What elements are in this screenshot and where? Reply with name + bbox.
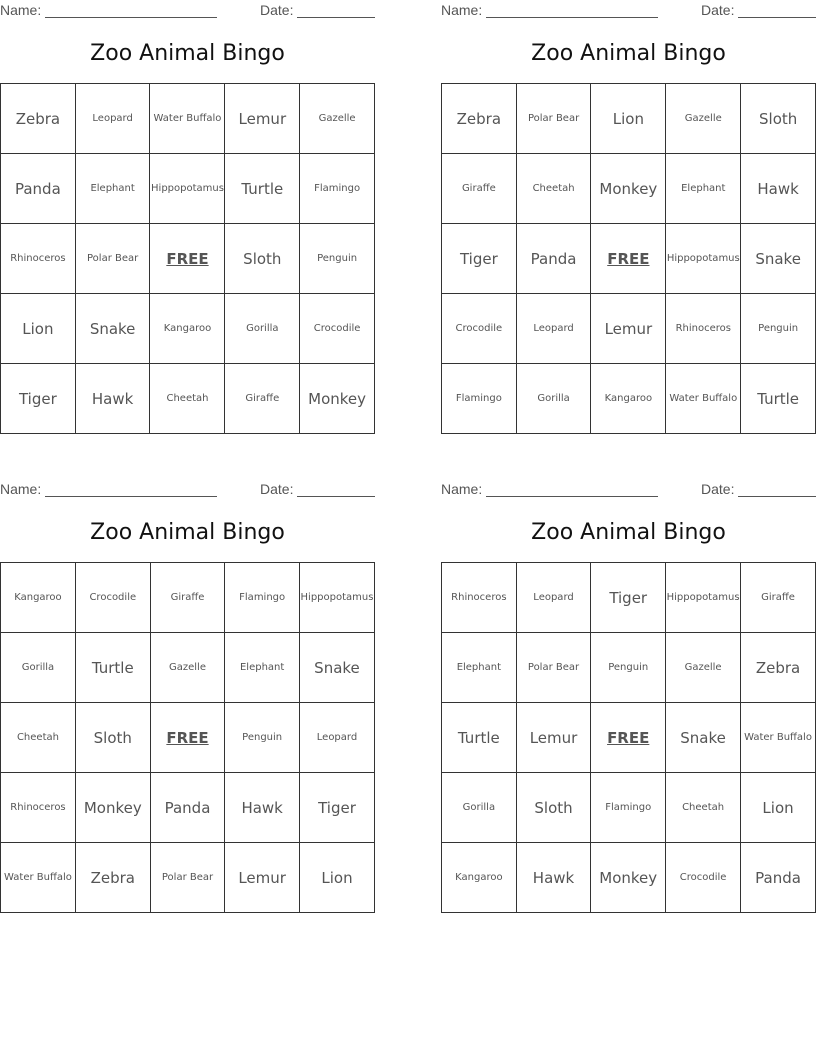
name-field-line [486, 496, 658, 497]
bingo-cell: Gorilla [1, 633, 76, 703]
grid-row [1, 633, 375, 703]
bingo-cell: Kangaroo [442, 843, 517, 913]
bingo-cell: Polar Bear [516, 633, 591, 703]
bingo-cell: Monkey [75, 773, 150, 843]
bingo-cell: Zebra [741, 633, 816, 703]
bingo-cell: Leopard [75, 84, 150, 154]
card-header [441, 479, 816, 501]
bingo-cell: Panda [150, 773, 225, 843]
bingo-card-1 [0, 0, 375, 408]
bingo-cell: Elephant [442, 633, 517, 703]
bingo-cell: Crocodile [442, 294, 517, 364]
bingo-cell: Hippopotamus [150, 154, 225, 224]
bingo-cell: Snake [299, 633, 374, 703]
bingo-cell: Giraffe [442, 154, 517, 224]
bingo-cell: Penguin [300, 224, 375, 294]
bingo-cell: Gazelle [300, 84, 375, 154]
grid-row [442, 703, 816, 773]
bingo-cell: Lemur [516, 703, 591, 773]
grid-row [1, 294, 375, 364]
grid-row [1, 364, 375, 434]
grid-row [1, 84, 375, 154]
name-label: Name: [441, 481, 483, 497]
bingo-cell: Snake [666, 703, 741, 773]
card-title: Zoo Animal Bingo [531, 41, 726, 66]
grid-row [442, 364, 816, 434]
bingo-cell: Lion [591, 84, 666, 154]
free-space: FREE [591, 703, 666, 773]
grid-row [1, 773, 375, 843]
bingo-cell: Hawk [741, 154, 816, 224]
grid-row [1, 703, 375, 773]
bingo-card-4 [441, 479, 816, 887]
bingo-cell: Gorilla [442, 773, 517, 843]
date-field-line [297, 17, 375, 18]
bingo-cell: Elephant [75, 154, 150, 224]
bingo-cell: Cheetah [666, 773, 741, 843]
bingo-cell: Penguin [225, 703, 300, 773]
name-field-line [45, 496, 217, 497]
bingo-card-3 [0, 479, 375, 887]
bingo-grid [0, 83, 375, 434]
bingo-cell: Tiger [442, 224, 517, 294]
bingo-cell: Lion [299, 843, 374, 913]
date-field-line [738, 496, 816, 497]
grid-row [442, 563, 816, 633]
card-title: Zoo Animal Bingo [90, 520, 285, 545]
bingo-grid [441, 562, 816, 913]
bingo-cell: Kangaroo [591, 364, 666, 434]
date-field-line [738, 17, 816, 18]
bingo-cell: Lemur [225, 84, 300, 154]
bingo-cell: Monkey [300, 364, 375, 434]
bingo-cell: Panda [741, 843, 816, 913]
bingo-cell: Flamingo [591, 773, 666, 843]
bingo-cell: Elephant [666, 154, 741, 224]
bingo-cell: Hippopotamus [666, 224, 741, 294]
bingo-cell: Gazelle [666, 633, 741, 703]
bingo-cell: Monkey [591, 843, 666, 913]
grid-row [442, 84, 816, 154]
grid-row [442, 633, 816, 703]
card-header [0, 479, 375, 501]
bingo-cell: Lemur [591, 294, 666, 364]
bingo-cell: Panda [516, 224, 591, 294]
bingo-cell: Giraffe [741, 563, 816, 633]
date-label: Date: [701, 481, 735, 497]
grid-row [442, 294, 816, 364]
free-space: FREE [150, 224, 225, 294]
bingo-cell: Gazelle [666, 84, 741, 154]
bingo-cell: Turtle [741, 364, 816, 434]
bingo-cell: Leopard [299, 703, 374, 773]
bingo-cell: Tiger [299, 773, 374, 843]
bingo-cell: Kangaroo [1, 563, 76, 633]
grid-row [1, 224, 375, 294]
bingo-cell: Water Buffalo [741, 703, 816, 773]
bingo-grid [441, 83, 816, 434]
bingo-cell: Giraffe [225, 364, 300, 434]
bingo-cell: Polar Bear [516, 84, 591, 154]
bingo-cell: Sloth [741, 84, 816, 154]
bingo-cell: Zebra [1, 84, 76, 154]
bingo-cell: Penguin [741, 294, 816, 364]
bingo-cell: Giraffe [150, 563, 225, 633]
grid-row [1, 154, 375, 224]
grid-row [442, 773, 816, 843]
bingo-cell: Lion [1, 294, 76, 364]
bingo-cell: Hippopotamus [299, 563, 374, 633]
bingo-cell: Snake [75, 294, 150, 364]
bingo-cell: Kangaroo [150, 294, 225, 364]
bingo-cell: Gazelle [150, 633, 225, 703]
name-field-line [486, 17, 658, 18]
bingo-cell: Zebra [75, 843, 150, 913]
grid-row [442, 224, 816, 294]
name-label: Name: [0, 481, 42, 497]
card-title: Zoo Animal Bingo [531, 520, 726, 545]
bingo-cell: Flamingo [442, 364, 517, 434]
bingo-cell: Polar Bear [150, 843, 225, 913]
bingo-cell: Turtle [442, 703, 517, 773]
bingo-cell: Cheetah [516, 154, 591, 224]
bingo-cell: Zebra [442, 84, 517, 154]
bingo-cell: Snake [741, 224, 816, 294]
bingo-cell: Water Buffalo [1, 843, 76, 913]
bingo-cell: Hippopotamus [666, 563, 741, 633]
bingo-cell: Turtle [75, 633, 150, 703]
bingo-cell: Rhinoceros [666, 294, 741, 364]
bingo-cell: Sloth [225, 224, 300, 294]
bingo-cell: Tiger [591, 563, 666, 633]
card-header [0, 0, 375, 22]
bingo-cell: Water Buffalo [150, 84, 225, 154]
bingo-cell: Cheetah [1, 703, 76, 773]
bingo-cell: Cheetah [150, 364, 225, 434]
grid-row [442, 154, 816, 224]
name-field-line [45, 17, 217, 18]
bingo-cell: Crocodile [300, 294, 375, 364]
date-label: Date: [260, 481, 294, 497]
bingo-cell: Rhinoceros [1, 773, 76, 843]
bingo-cell: Turtle [225, 154, 300, 224]
bingo-grid [0, 562, 375, 913]
bingo-cell: Crocodile [75, 563, 150, 633]
bingo-cell: Hawk [516, 843, 591, 913]
free-space: FREE [150, 703, 225, 773]
bingo-cell: Elephant [225, 633, 300, 703]
grid-row [1, 843, 375, 913]
bingo-cell: Flamingo [225, 563, 300, 633]
bingo-cell: Polar Bear [75, 224, 150, 294]
bingo-cell: Rhinoceros [1, 224, 76, 294]
bingo-cell: Leopard [516, 563, 591, 633]
name-label: Name: [0, 2, 42, 18]
grid-row [1, 563, 375, 633]
bingo-cell: Hawk [75, 364, 150, 434]
bingo-cell: Sloth [516, 773, 591, 843]
name-label: Name: [441, 2, 483, 18]
bingo-cell: Gorilla [225, 294, 300, 364]
bingo-card-2 [441, 0, 816, 408]
grid-row [442, 843, 816, 913]
bingo-cell: Crocodile [666, 843, 741, 913]
bingo-cell: Sloth [75, 703, 150, 773]
date-field-line [297, 496, 375, 497]
bingo-cell: Penguin [591, 633, 666, 703]
date-label: Date: [701, 2, 735, 18]
card-title: Zoo Animal Bingo [90, 41, 285, 66]
date-label: Date: [260, 2, 294, 18]
bingo-cell: Panda [1, 154, 76, 224]
card-header [441, 0, 816, 22]
bingo-cell: Lemur [225, 843, 300, 913]
bingo-cell: Flamingo [300, 154, 375, 224]
bingo-cell: Gorilla [516, 364, 591, 434]
bingo-cell: Monkey [591, 154, 666, 224]
free-space: FREE [591, 224, 666, 294]
bingo-cell: Tiger [1, 364, 76, 434]
bingo-cell: Leopard [516, 294, 591, 364]
bingo-cell: Lion [741, 773, 816, 843]
bingo-cell: Water Buffalo [666, 364, 741, 434]
bingo-cell: Rhinoceros [442, 563, 517, 633]
bingo-cell: Hawk [225, 773, 300, 843]
